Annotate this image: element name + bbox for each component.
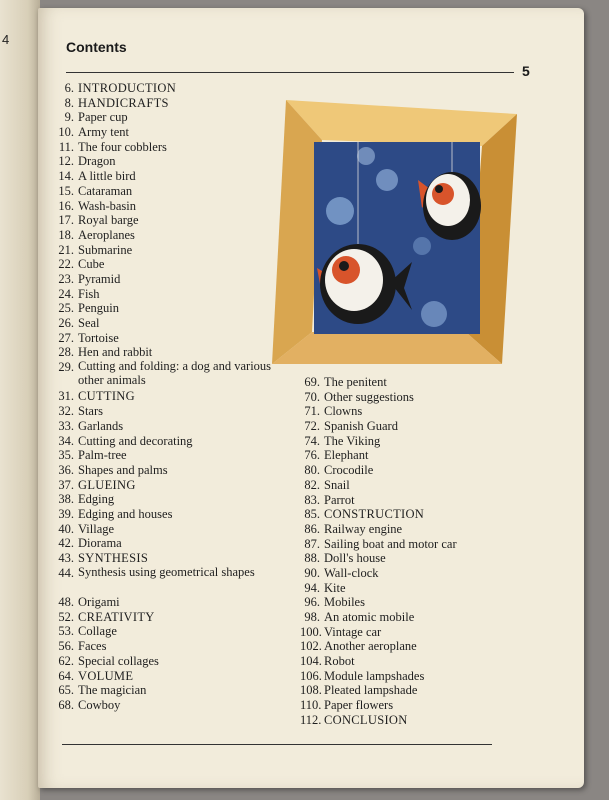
toc-entry [300,478,457,493]
toc-entry [44,624,274,639]
toc-entry-title: Edging [78,492,115,507]
toc-entry-title: CREATIVITY [78,609,155,624]
toc-entry-title: Village [78,521,115,536]
toc-entry-title: VOLUME [78,668,134,683]
toc-page-number: 12. [58,154,74,169]
toc-entry-title: The four cobblers [78,139,167,154]
facing-page-edge [0,0,40,800]
toc-entry [44,345,274,360]
toc-entry-title: Module lampshades [324,668,425,683]
toc-entry [300,581,457,596]
header-rule [66,72,514,73]
toc-entry-title: Cutting and decorating [78,433,193,448]
toc-entry-title: Mobiles [324,595,365,610]
toc-page-number: 85. [304,507,320,522]
toc-entry [44,463,274,478]
toc-entry-title: Faces [78,639,107,654]
toc-entry [300,375,457,390]
toc-entry [44,184,274,199]
toc-page-number: 29. [58,360,74,375]
toc-entry-title: Penguin [78,301,119,316]
toc-page-number: 27. [58,330,74,345]
toc-section-entry [44,610,274,625]
toc-entry-title: Snail [324,477,350,492]
bokeh-light [357,147,375,165]
toc-entry [44,434,274,449]
toc-page-number: 106. [300,668,322,683]
toc-page-number: 44. [58,565,74,580]
toc-entry [300,669,457,684]
toc-entry-title: Sailing boat and motor car [324,536,457,551]
toc-page-number: 69. [304,375,320,389]
toc-page-number: 71. [304,404,320,419]
toc-entry [300,639,457,654]
toc-entry [44,419,274,434]
toc-entry-title: Army tent [78,125,130,140]
toc-section-entry [44,96,274,111]
toc-page-number: 10. [58,125,74,140]
toc-entry [44,595,274,610]
toc-entry [44,287,274,302]
toc-page-number: 40. [58,521,74,536]
toc-entry [44,125,274,140]
toc-entry-title: Synthesis using geometrical shapes [78,564,255,579]
toc-entry [300,625,457,640]
toc-page-number: 15. [58,183,74,198]
toc-page-number: 82. [304,477,320,492]
toc-page-number: 17. [58,213,74,228]
toc-entry-title: Parrot [324,492,355,507]
toc-entry-title: The magician [78,683,147,698]
toc-entry-title: An atomic mobile [324,610,415,624]
toc-page-number: 110. [300,698,322,713]
toc-entry-title: Cataraman [78,183,133,198]
toc-page-number: 98. [304,610,320,624]
toc-entry-title: Vintage car [324,624,382,639]
toc-entry [44,404,274,419]
toc-page-number: 70. [304,389,320,404]
toc-entry [300,551,457,566]
toc-entry [44,169,274,184]
toc-entry-title: GLUEING [78,477,136,492]
bokeh-light [421,301,447,327]
bokeh-light [326,197,354,225]
toc-entry-title: Clowns [324,404,363,419]
toc-entry-title: Wash-basin [78,198,137,213]
toc-page-number: 35. [58,448,74,463]
toc-page-number: 62. [58,653,74,668]
toc-entry [44,654,274,669]
box-frame-bottom [272,332,502,364]
toc-page-number: 74. [304,433,320,448]
toc-section-entry [44,669,274,684]
toc-page-number: 53. [58,624,74,639]
toc-page-number: 64. [58,668,74,683]
toc-entry-title: Palm-tree [78,448,127,463]
toc-entry [300,610,457,625]
toc-entry-title: Pyramid [78,271,121,286]
toc-page-number: 26. [58,316,74,330]
toc-page-number: 33. [58,418,74,433]
toc-entry [300,463,457,478]
toc-entry [300,683,457,698]
toc-entry-title: Royal barge [78,213,139,228]
toc-page-number: 34. [58,433,74,448]
toc-page-number: 42. [58,536,74,551]
toc-page-number: 86. [304,521,320,536]
toc-page-number: 37. [58,477,74,492]
toc-section-entry [44,551,274,566]
toc-page-number: 100. [300,624,322,639]
toc-entry [44,492,274,507]
toc-page-number: 14. [58,169,74,184]
toc-entry-title: Fish [78,286,100,301]
toc-entry-title: Crocodile [324,463,374,478]
toc-entry-title: Railway engine [324,521,403,536]
toc-entry-title: Cutting and folding: a dog and various other animals [78,359,272,387]
toc-entry-title: Special collages [78,653,159,668]
toc-entry-title: Collage [78,624,117,639]
contents-column-2 [300,375,457,728]
contents-column-1 [44,81,274,713]
toc-entry [300,390,457,405]
toc-entry [44,301,274,316]
toc-entry [300,522,457,537]
toc-entry [300,595,457,610]
toc-entry-title: Garlands [78,418,124,433]
toc-page-number: 72. [304,419,320,434]
toc-page-number: 83. [304,492,320,507]
toc-entry-title: Cowboy [78,697,121,712]
toc-entry [300,537,457,552]
bokeh-light [413,237,431,255]
toc-entry-title: Doll's house [324,551,386,566]
toc-entry-title: A little bird [78,169,136,184]
toc-page-number: 11. [58,139,74,154]
toc-section-entry [300,507,457,522]
toc-entry-title: CONCLUSION [324,712,408,727]
toc-page-number: 8. [64,95,74,110]
toc-entry-title: Elephant [324,448,369,463]
toc-page-number: 21. [58,242,74,257]
toc-entry-title: Pleated lampshade [324,683,418,698]
toc-entry [300,493,457,508]
toc-page-number: 31. [58,389,74,404]
toc-entry [44,360,274,389]
toc-page-number: 94. [304,580,320,595]
toc-entry [44,331,274,346]
toc-page-number: 23. [58,271,74,286]
toc-entry-title: CUTTING [78,389,135,404]
toc-entry [44,698,274,713]
toc-entry-title: Cube [78,257,105,272]
toc-entry-title: Tortoise [78,330,119,345]
toc-section-entry [44,81,274,96]
toc-entry [300,448,457,463]
page-number: 5 [522,63,530,79]
toc-page-number: 38. [58,492,74,507]
toc-entry-title: Another aeroplane [324,639,417,654]
toc-entry [300,698,457,713]
toc-entry [300,404,457,419]
toc-entry-title: Kite [324,580,346,595]
toc-entry-title: Dragon [78,154,116,169]
toc-entry [300,434,457,449]
toc-page-number: 87. [304,536,320,551]
toc-page-number: 32. [58,404,74,419]
toc-page-number: 9. [64,110,74,125]
toc-entry [44,639,274,654]
toc-page-number: 68. [58,697,74,712]
toc-section-entry [44,389,274,404]
toc-entry-title: INTRODUCTION [78,81,177,95]
toc-entry [44,228,274,243]
toc-page-number: 39. [58,506,74,521]
toc-entry [44,199,274,214]
toc-entry [44,257,274,272]
toc-entry-title: SYNTHESIS [78,551,149,566]
toc-page-number: 16. [58,198,74,213]
toc-entry-title: The Viking [324,433,381,448]
toc-entry-title: Origami [78,595,120,610]
toc-entry-title: Other suggestions [324,389,414,404]
toc-entry [44,507,274,522]
toc-entry-title: Paper cup [78,110,128,125]
toc-entry [44,316,274,331]
toc-entry [44,566,274,595]
toc-page-number: 52. [58,609,74,624]
toc-entry [44,154,274,169]
toc-section-entry [44,478,274,493]
toc-entry [44,243,274,258]
toc-entry [44,536,274,551]
toc-entry-title: Stars [78,404,103,419]
toc-entry [44,140,274,155]
toc-page-number: 104. [300,654,322,669]
toc-entry [44,448,274,463]
fish-mobile-illustration [272,96,517,366]
toc-page-number: 90. [304,565,320,580]
toc-entry [44,213,274,228]
toc-page-number: 24. [58,286,74,301]
toc-entry-title: Robot [324,654,355,669]
toc-entry [44,683,274,698]
toc-entry-title: Spanish Guard [324,419,398,434]
toc-entry-title: Wall-clock [324,565,379,580]
page-title: Contents [66,39,127,55]
toc-page-number: 96. [304,595,320,610]
toc-entry-title: Submarine [78,242,133,257]
toc-page-number: 43. [58,551,74,566]
toc-page-number: 76. [304,448,320,463]
toc-page-number: 22. [58,257,74,272]
toc-page-number: 18. [58,227,74,242]
toc-entry [44,522,274,537]
toc-page-number: 80. [304,463,320,478]
toc-page-number: 25. [58,301,74,316]
toc-page-number: 28. [58,345,74,360]
toc-entry [300,654,457,669]
toc-entry-title: The penitent [324,375,387,389]
toc-entry [44,272,274,287]
toc-entry [44,110,274,125]
toc-entry-title: Hen and rabbit [78,345,153,360]
toc-section-entry [300,713,457,728]
toc-entry [300,566,457,581]
toc-page-number: 6. [64,81,74,95]
toc-entry-title: Diorama [78,536,122,551]
toc-page-number: 48. [58,595,74,610]
toc-page-number: 108. [300,683,322,698]
toc-entry [300,419,457,434]
footer-rule [62,744,492,745]
toc-page-number: 65. [58,683,74,698]
toc-page-number: 102. [300,639,322,654]
toc-entry-title: Paper flowers [324,698,394,713]
toc-entry-title: HANDICRAFTS [78,95,169,110]
toc-page-number: 112. [300,712,322,727]
toc-page-number: 56. [58,639,74,654]
toc-entry-title: Edging and houses [78,506,173,521]
toc-entry-title: Shapes and palms [78,462,168,477]
toc-entry-title: Seal [78,316,100,330]
toc-page-number: 36. [58,462,74,477]
toc-page-number: 88. [304,551,320,566]
facing-page-mark: 4 [2,32,10,47]
toc-entry-title: Aeroplanes [78,227,135,242]
bokeh-light [376,169,398,191]
toc-entry-title: CONSTRUCTION [324,507,425,522]
